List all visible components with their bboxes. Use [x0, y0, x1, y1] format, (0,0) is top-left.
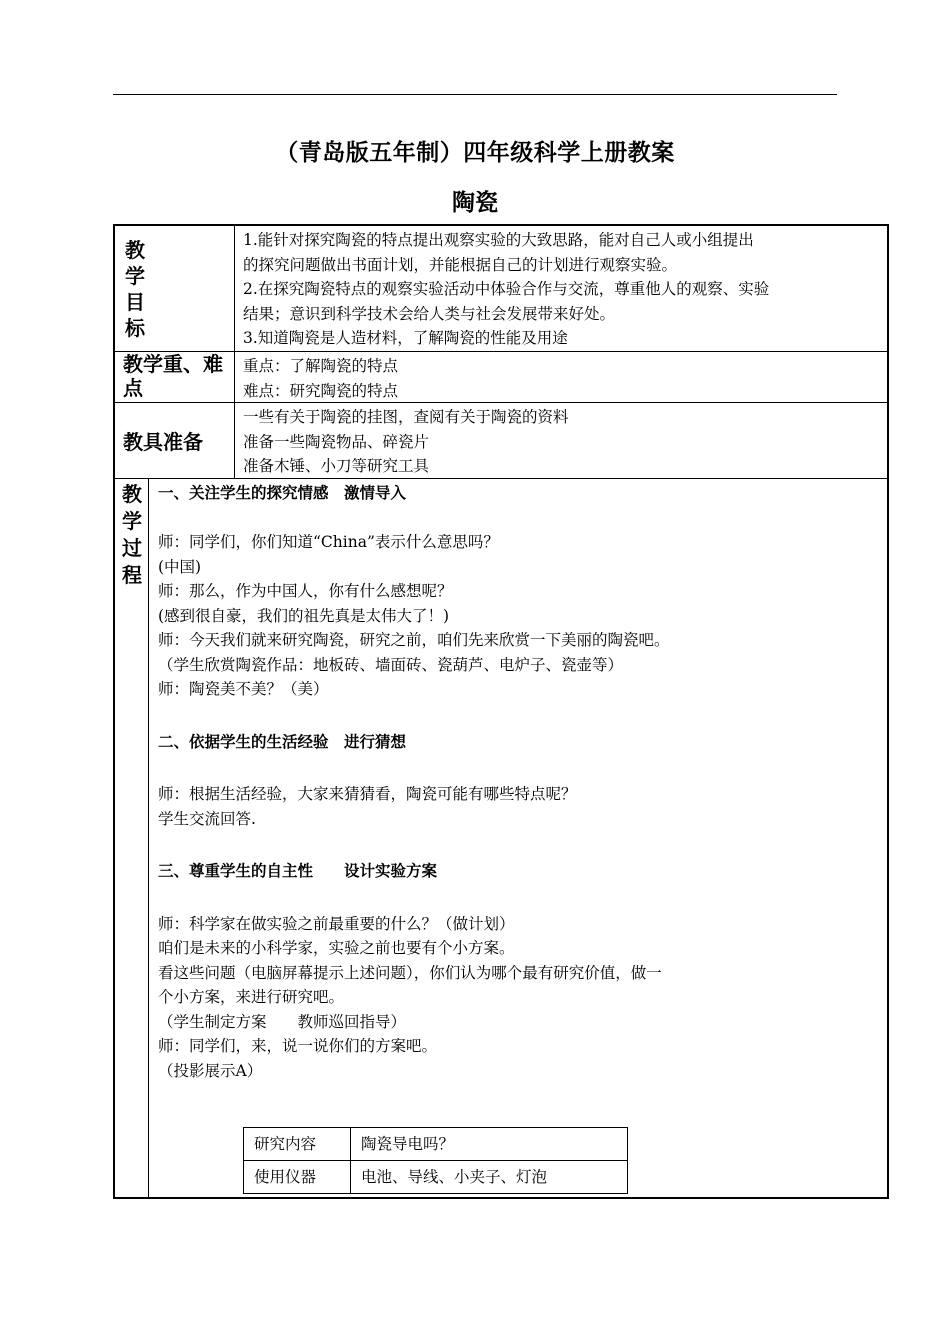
- process-line: 师：根据生活经验，大家来猜猜看，陶瓷可能有哪些特点呢？: [158, 785, 577, 803]
- process-line: （学生制定方案 教师巡回指导）: [158, 1012, 407, 1031]
- preparation-label: 教具准备: [115, 403, 235, 478]
- preparation-content: [235, 403, 887, 478]
- preparation-line: 一些有关于陶瓷的挂图，查阅有关于陶瓷的资料: [243, 408, 569, 426]
- key-point-line: 难点：研究陶瓷的特点: [243, 381, 399, 400]
- process-line: 学生交流回答.: [158, 809, 256, 828]
- process-line: （学生欣赏陶瓷作品：地板砖、墙面砖、瓷葫芦、电炉子、瓷壶等）: [158, 655, 624, 674]
- process-label: 教 学 过 程: [115, 479, 149, 1197]
- goals-label: 教 学 目 标: [115, 226, 235, 351]
- process-line: 咱们是未来的小科学家，实验之前也要有个小方案。: [158, 939, 515, 957]
- lesson-title: 陶瓷: [452, 190, 498, 216]
- section-heading: 三、尊重学生的自主性 设计实验方案: [158, 862, 438, 880]
- goal-line: 2.在探究陶瓷特点的观察实验活动中体验合作与交流，尊重他人的观察、实验: [243, 280, 770, 298]
- process-content: [149, 479, 887, 1197]
- process-line: (中国): [158, 557, 202, 576]
- process-line: 师：陶瓷美不美？（美）: [158, 680, 329, 698]
- table-row: [244, 1161, 628, 1194]
- table-row: [244, 1128, 628, 1161]
- process-line: （投影展示A）: [158, 1061, 263, 1080]
- table-cell-value: 电池、导线、小夹子、灯泡: [351, 1161, 628, 1194]
- preparation-line: 准备一些陶瓷物品、碎瓷片: [243, 432, 430, 451]
- section-heading: 二、依据学生的生活经验 进行猜想: [158, 732, 407, 751]
- experiment-plan-table: [243, 1127, 628, 1194]
- key-point-line: 重点：了解陶瓷的特点: [243, 357, 399, 375]
- document-title: （青岛版五年制）四年级科学上册教案: [275, 140, 675, 166]
- preparation-line: 准备木锤、小刀等研究工具: [243, 457, 430, 475]
- process-line: 师：同学们，你们知道“China”表示什么意思吗？: [158, 533, 499, 551]
- lesson-plan-table: [113, 224, 889, 1199]
- process-line: 看这些问题（电脑屏幕提示上述问题），你们认为哪个最有研究价值，做一: [158, 963, 662, 982]
- goals-row: [115, 226, 887, 352]
- process-line: 师：同学们，来，说一说你们的方案吧。: [158, 1037, 438, 1055]
- process-line: 师：科学家在做实验之前最重要的什么？（做计划）: [158, 914, 515, 933]
- process-line: (感到很自豪，我们的祖先真是太伟大了！): [158, 606, 450, 625]
- key-points-content: [235, 352, 887, 402]
- table-cell-value: 陶瓷导电吗？: [351, 1128, 628, 1161]
- key-points-label: 教学重、难 点: [115, 352, 235, 402]
- key-points-row: [115, 352, 887, 403]
- goal-line: 1.能针对探究陶瓷的特点提出观察实验的大致思路，能对自己人或小组提出: [243, 231, 754, 249]
- table-cell-key: 使用仪器: [244, 1161, 351, 1194]
- goal-line: 结果；意识到科学技术会给人类与社会发展带来好处。: [243, 304, 616, 323]
- goal-line: 的探究问题做出书面计划，并能根据自己的计划进行观察实验。: [243, 255, 678, 274]
- process-row: [115, 479, 887, 1197]
- process-line: 师：那么，作为中国人，你有什么感想呢？: [158, 582, 453, 600]
- process-line: 个小方案，来进行研究吧。: [158, 988, 345, 1006]
- process-line: 师：今天我们就来研究陶瓷，研究之前，咱们先来欣赏一下美丽的陶瓷吧。: [158, 631, 670, 649]
- table-cell-key: 研究内容: [244, 1128, 351, 1161]
- header-rule: [113, 94, 837, 95]
- preparation-row: [115, 403, 887, 479]
- goals-content: [235, 226, 887, 351]
- section-heading: 一、关注学生的探究情感 激情导入: [158, 484, 407, 502]
- goal-line: 3.知道陶瓷是人造材料，了解陶瓷的性能及用途: [243, 329, 568, 347]
